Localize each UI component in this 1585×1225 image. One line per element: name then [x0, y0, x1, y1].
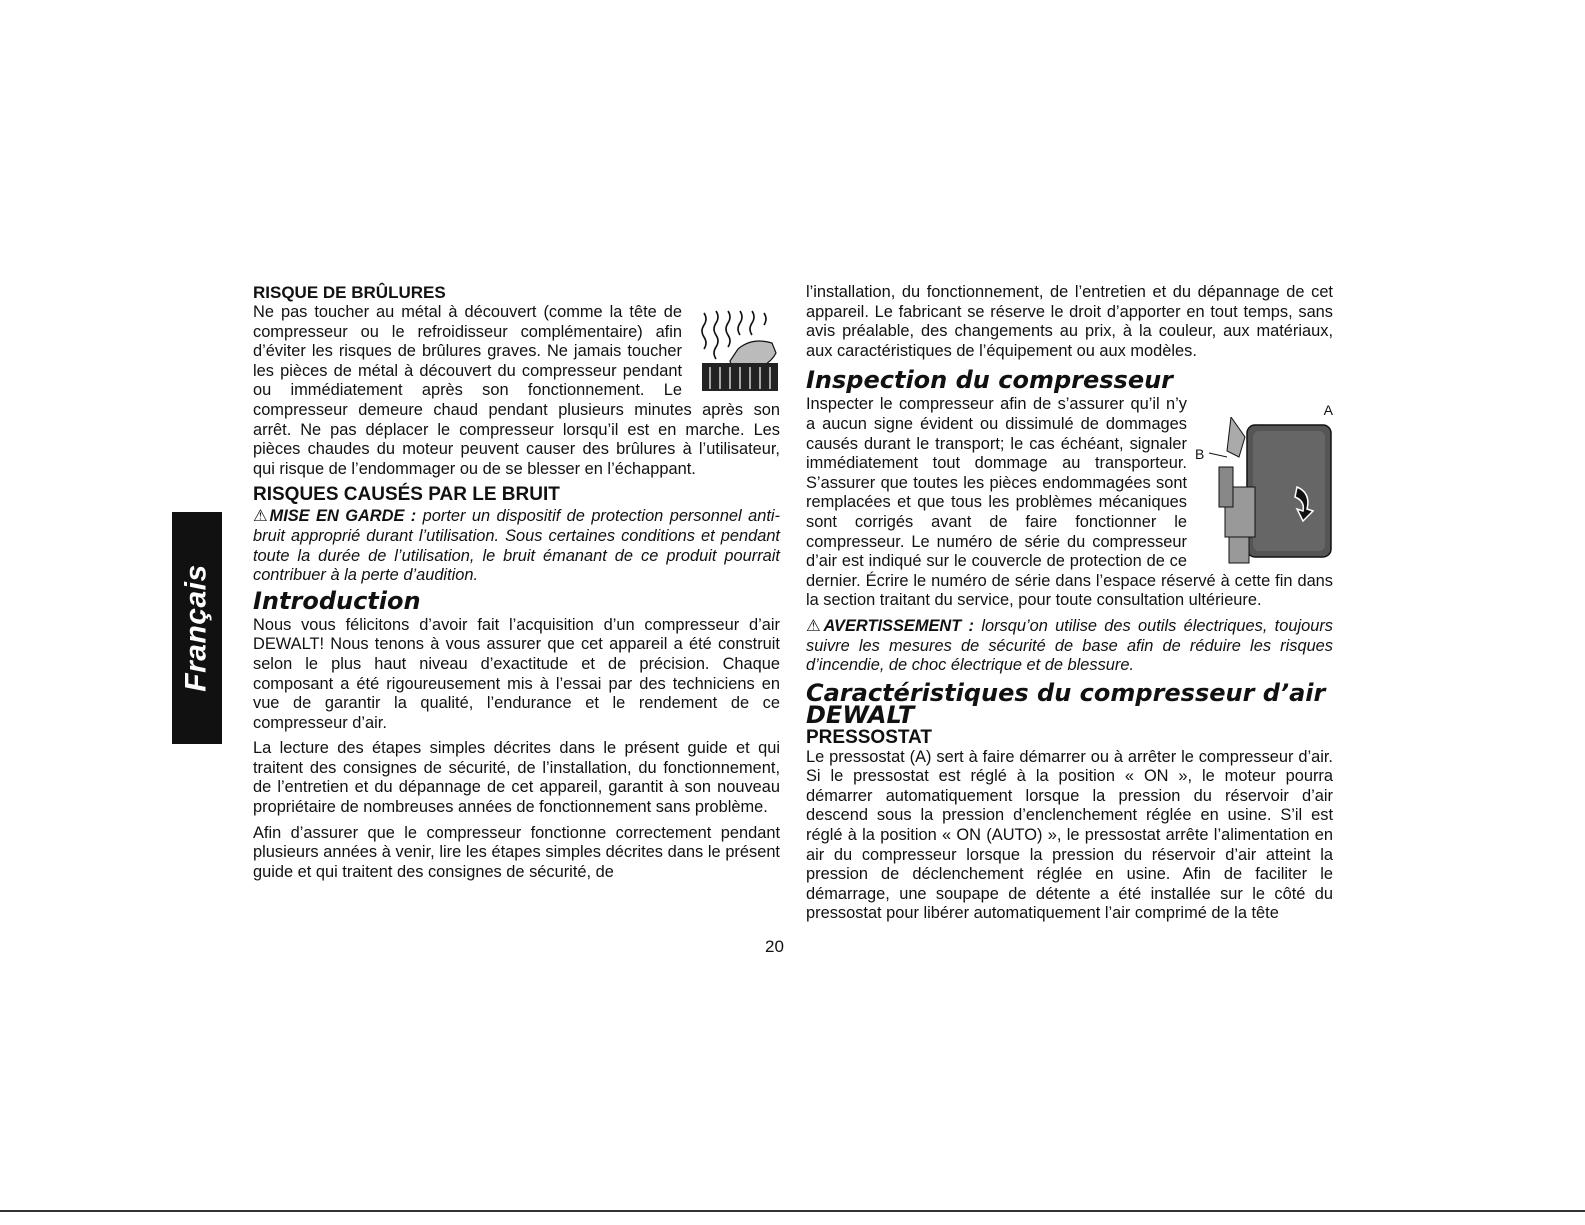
electrical-warning — [806, 617, 1333, 676]
features-heading-line-1: Caractéristiques du compresseur d’air — [806, 678, 1326, 707]
pressostat-heading: PRESSOSTAT — [806, 726, 932, 748]
noise-warning — [253, 507, 780, 585]
figure-label-b: B — [1195, 446, 1205, 463]
warning-triangle-icon: ⚠ — [806, 616, 824, 635]
noise-warning-label: MISE EN GARDE : — [269, 507, 417, 526]
pressostat-paragraph: Le pressostat (A) sert à faire démarrer ou à arrêter le compresseur d’air. Si le pressostat est réglé à la position « ON », le moteur pourra démarrer automatiquement lorsque la pression du réservoir d’air descend sous la pression d’enclenchement réglée en usine. S’il est réglé à la position « ON (AUTO) », le pressostat arrête l’alimentation en air du compresseur lorsque la pression du réservoir d’air atteint la pression de déclenchement réglée en usine. Afin de faciliter le démarrage, une soupape de détente a été installée sur le côté du pressostat pour libérer automatiquement l’air comprimé de la tête — [806, 747, 1333, 923]
pressure-switch-icon — [1207, 417, 1333, 567]
figure-label-a: A — [1323, 402, 1333, 419]
hot-surface-icon — [688, 305, 780, 391]
electrical-warning-label: AVERTISSEMENT : — [823, 616, 975, 635]
page-number: 20 — [765, 937, 784, 956]
features-heading-line-2: DEWALT — [806, 700, 915, 729]
electrical-warning-text: lorsqu’on utilise des outils électriques, toujours suivre les mesures de sécurité de base afin de réduire les risques d’incendie, de choc électrique et de blessure. — [806, 616, 1333, 675]
left-column — [253, 283, 780, 888]
intro-heading: Introduction — [253, 586, 421, 615]
language-tab — [172, 512, 222, 744]
intro-paragraph-2: La lecture des étapes simples décrites dans le présent guide et qui traitent des consignes de sécurité, de l’installation, du fonctionnement, de l’entretien et du dépannage de cet appareil, garantit à son nouveau propriétaire de nombreuses années de fonctionnement sans problème. — [253, 739, 780, 817]
bottom-rule — [0, 1210, 1585, 1212]
continued-paragraph: l’installation, du fonctionnement, de l’entretien et du dépannage de cet appareil. Le fabricant se réserve le droit d’apporter en tout temps, sans avis préalable, des changements au prix, à la couleur, aux matériaux, aux caractéristiques de l’équipement ou aux modèles. — [806, 283, 1333, 360]
features-heading — [806, 678, 1333, 729]
noise-warning-text: porter un dispositif de protection personnel anti-bruit approprié durant l’utilisation. Sous certaines conditions et pendant toute la durée de l’utilisation, le bruit émanant de ce produit pourrait contribuer à la perte d’audition. — [253, 507, 780, 585]
pressure-switch-figure — [1193, 395, 1333, 567]
inspection-paragraph: Inspecter le compresseur afin de s’assurer qu’il n’y a aucun signe évident ou dissimulé de dommages causés durant le transport; le cas échéant, signaler immédiatement tout dommage au transporteur. S’assurer que toutes les pièces endommagées sont remplacées et que tous les problèmes mécaniques sont corrigés avant de faire fonctionner le compresseur. Le numéro de série du compresseur d’air est indiqué sur le couvercle de protection de ce dernier. Écrire le numéro de série dans l’espace réservé à cette fin dans la section traitant du service, pour toute consultation ultérieure. — [806, 395, 1333, 610]
burn-heading: RISQUE DE BRÛLURES — [253, 283, 446, 302]
inspection-heading: Inspection du compresseur — [806, 366, 1174, 395]
language-tab-label: Français — [180, 564, 213, 692]
warning-triangle-icon: ⚠ — [253, 507, 270, 526]
intro-paragraph-3: Afin d’assurer que le compresseur fonctionne correctement pendant plusieurs années à venir, lire les étapes simples décrites dans le présent guide et qui traitent des consignes de sécurité, de — [253, 823, 780, 881]
right-column — [806, 283, 1333, 930]
noise-heading: RISQUES CAUSÉS PAR LE BRUIT — [253, 484, 560, 506]
burn-paragraph: Ne pas toucher au métal à découvert (comme la tête de compresseur ou le refroidisseur complémentaire) afin d’éviter les risques de brûlures graves. Ne jamais toucher les pièces de métal à découvert du compresseur pendant ou immédiatement après son fonctionnement. Le compresseur demeure chaud pendant plusieurs minutes après son arrêt. Ne pas déplacer le compresseur lorsqu’il est en marche. Les pièces chaudes du moteur peuvent causer des brûlures à l’utilisateur, qui risque de l’endommager ou de se blesser en l’échappant. — [253, 303, 780, 478]
intro-paragraph-1: Nous vous félicitons d’avoir fait l’acquisition d’un compresseur d’air DEWALT! Nous tenons à vous assurer que cet appareil a été construit selon le plus haut niveau d’exactitude et de précision. Chaque composant a été rigoureusement mis à l’essai par des techniciens en vue de garantir la qualité, l’endurance et le rendement de ce compresseur d’air. — [253, 615, 780, 732]
